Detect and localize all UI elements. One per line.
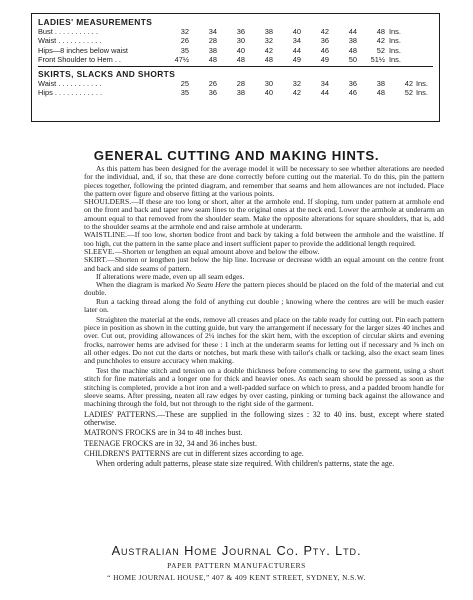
- measurement-value: 42: [404, 79, 413, 89]
- waistline-paragraph: [84, 231, 444, 248]
- measurement-value: 50: [348, 54, 357, 64]
- hints-title: GENERAL CUTTING AND MAKING HINTS.: [93, 148, 380, 163]
- no-seam-paragraph: [84, 281, 444, 298]
- no-seam-italic: No Seam Here: [185, 280, 230, 290]
- measurement-value: 46: [320, 45, 329, 55]
- measurement-value: 35: [180, 88, 189, 98]
- measurement-row: [38, 27, 433, 36]
- skirts-measurements-rows: [38, 79, 433, 98]
- childrens-paragraph: CHILDREN'S PATTERNS are cut in different sizes according to age.: [84, 448, 304, 458]
- measurement-value: 48: [236, 54, 245, 64]
- alterations-paragraph: If alterations were made, even up all seam edges.: [96, 271, 245, 281]
- test-paragraph: Test the machine stitch and tension on a double thickness before commencing to sew the garment, using a short stitch for fine materials and a longer one for thick and heavier ones. As each seam should be pressed as soon as the stitching is completed, provide a hot iron and a well-padded surface on which to press, and a padded broom handle for sleeve seams. After pressing, neaten all raw edges by over casting, pinking or turning back against the allowance and machining through the fold, but not through to the right side of the garment.: [84, 366, 444, 409]
- hints-body: [84, 165, 444, 468]
- measurement-row: [38, 46, 433, 55]
- measurement-value: 44: [320, 88, 329, 98]
- measurement-value: 34: [208, 27, 217, 36]
- measurements-table: [31, 13, 440, 122]
- measurement-value: 49: [320, 54, 329, 64]
- skirt-text: —Shorten or lengthen just below the hip line. Increase or decrease width an equal amount on the centre front and back and side seams of pattern.: [84, 255, 444, 273]
- measurement-label: Hips . . . . . . . . . . . .: [38, 88, 103, 98]
- measurement-value: 42: [292, 88, 301, 98]
- measurement-value: 44: [292, 45, 301, 55]
- ordering-paragraph: When ordering adult patterns, please state size required. With children's patterns, state the age.: [96, 459, 395, 469]
- measurement-value: 34: [320, 79, 329, 89]
- measurement-label: Waist . . . . . . . . . . .: [38, 36, 102, 46]
- measurement-unit: Ins.: [416, 79, 428, 89]
- table-divider: [38, 66, 433, 67]
- footer-subtitle: PAPER PATTERN MANUFACTURERS: [167, 561, 306, 570]
- sleeve-text: —Shorten or lengthen an equal amount above and below the elbow.: [114, 246, 320, 256]
- measurement-value: 40: [264, 88, 273, 98]
- measurement-unit: Ins.: [389, 36, 401, 46]
- measurement-unit: Ins.: [416, 88, 428, 98]
- measurement-value: 38: [376, 79, 385, 89]
- sleeve-keyword: SLEEVE.: [84, 246, 115, 256]
- measurement-value: 48: [264, 54, 273, 64]
- teenage-paragraph: TEENAGE FROCKS are in 32, 34 and 36 inches bust.: [84, 438, 257, 448]
- measurement-value: 28: [208, 36, 217, 46]
- measurement-value: 48: [376, 27, 385, 36]
- measurement-value: 35: [180, 45, 189, 55]
- straighten-paragraph: Straighten the material at the ends, remove all creases and place on the table ready for cutting out. Pin each pattern piece in position as shown in the cutting guide, but vary the arrangement if necessary for the larger sizes 40 inches and over. Cut out, providing allowances of 2¼ inches for the skirt hem, with the exception of circular skirts and evening frocks, narrower hems are advised for these : 1 inch at the underarm seams for letting out if necessary and ⅝ inch on all other edges. Do not cut the darts or notches, but mark these with tailor's chalk or tacking, also the exact seam lines and punchholes to ensure accuracy when making.: [84, 314, 444, 366]
- measurement-value: 47½: [174, 54, 189, 64]
- measurement-unit: Ins.: [389, 27, 401, 36]
- shoulders-keyword: SHOULDERS.: [84, 197, 132, 207]
- waistline-text: —If too low, shorten bodice front and back by taking a fold between the armhole and the waistline. If too high, cut the pattern in the same place and insert sufficient paper to provide the additional length required.: [84, 230, 444, 248]
- measurement-row: [38, 55, 433, 64]
- measurement-label: Bust . . . . . . . . . . .: [38, 27, 98, 36]
- tacking-paragraph: Run a tacking thread along the fold of anything cut double ; knowing where the centres are will be much easier later on.: [84, 296, 444, 315]
- measurement-value: 26: [208, 79, 217, 89]
- measurement-label: Waist . . . . . . . . . . .: [38, 79, 102, 89]
- measurement-value: 51½: [370, 54, 385, 64]
- measurement-value: 36: [236, 27, 245, 36]
- measurement-value: 30: [264, 79, 273, 89]
- measurement-unit: Ins.: [389, 54, 401, 64]
- skirt-paragraph: [84, 256, 444, 273]
- measurement-value: 38: [348, 36, 357, 46]
- ladies-patterns-paragraph: LADIES' PATTERNS.—These are supplied in the following sizes : 32 to 40 ins. bust, except where stated otherwise.: [84, 409, 444, 427]
- measurement-value: 44: [348, 27, 357, 36]
- measurement-value: 38: [236, 88, 245, 98]
- skirts-measurements-title: SKIRTS, SLACKS AND SHORTS: [38, 69, 176, 80]
- measurement-value: 32: [264, 36, 273, 46]
- measurement-unit: Ins.: [389, 45, 401, 55]
- ladies-measurements-title: LADIES' MEASUREMENTS: [38, 17, 153, 27]
- measurement-value: 30: [236, 36, 245, 46]
- measurement-value: 46: [348, 88, 357, 98]
- ladies-measurements-rows: [38, 27, 433, 64]
- measurement-value: 38: [208, 45, 217, 55]
- measurement-value: 42: [264, 45, 273, 55]
- measurement-value: 40: [236, 45, 245, 55]
- matrons-paragraph: MATRON'S FROCKS are in 34 to 48 inches bust.: [84, 428, 243, 438]
- measurement-row: [38, 88, 433, 97]
- footer-address: “ HOME JOURNAL HOUSE,” 407 & 409 KENT STREET, SYDNEY, N.S.W.: [107, 573, 366, 582]
- measurement-value: 49: [292, 54, 301, 64]
- measurement-value: 42: [320, 27, 329, 36]
- measurement-value: 52: [376, 45, 385, 55]
- measurement-value: 36: [320, 36, 329, 46]
- footer-company-name: Australian Home Journal Co. Pty. Ltd.: [111, 543, 362, 558]
- no-seam-post: the pattern pieces should be placed on the fold of the material and cut double.: [84, 280, 444, 298]
- measurement-value: 48: [208, 54, 217, 64]
- no-seam-pre: When the diagram is marked: [96, 280, 186, 290]
- measurement-value: 36: [208, 88, 217, 98]
- measurement-value: 38: [264, 27, 273, 36]
- waistline-keyword: WAISTLINE.: [84, 230, 128, 240]
- measurement-value: 25: [180, 79, 189, 89]
- measurement-value: 32: [180, 27, 189, 36]
- measurement-value: 34: [292, 36, 301, 46]
- measurement-row: [38, 79, 433, 88]
- shoulders-text: —If these are too long or short, alter at the armhole end. If sloping, turn under pattern at armhole end on the front and back and taper new seam lines to the original ones at the neck end. Lower the armhole at underarm an amount equal to that removed from the shoulder seam. Make the opposite alterations for square shoulders, that is, add to the shoulder seams at the armhole end and raise armhole at underarm.: [84, 197, 444, 232]
- measurement-value: 48: [348, 45, 357, 55]
- measurement-value: 32: [292, 79, 301, 89]
- skirt-keyword: SKIRT.: [84, 255, 108, 265]
- measurement-value: 28: [236, 79, 245, 89]
- shoulders-paragraph: [84, 198, 444, 231]
- measurement-label: Hips—8 inches below waist: [38, 45, 128, 55]
- measurement-label: Front Shoulder to Hem . .: [38, 54, 121, 64]
- measurement-value: 52: [404, 88, 413, 98]
- measurement-value: 26: [180, 36, 189, 46]
- measurement-value: 42: [376, 36, 385, 46]
- measurement-row: [38, 36, 433, 45]
- measurement-value: 48: [376, 88, 385, 98]
- hints-intro: As this pattern has been designed for the average model it will be necessary to see whether alterations are needed for the individual, and, if so, that these are done correctly before cutting out the material. To do this, pin the pattern pieces together, following the printed diagram, and remember that seams and hem allowances are not included. Place the pattern over figure and observe fitting at the various points.: [84, 164, 444, 198]
- measurement-value: 36: [348, 79, 357, 89]
- measurement-value: 40: [292, 27, 301, 36]
